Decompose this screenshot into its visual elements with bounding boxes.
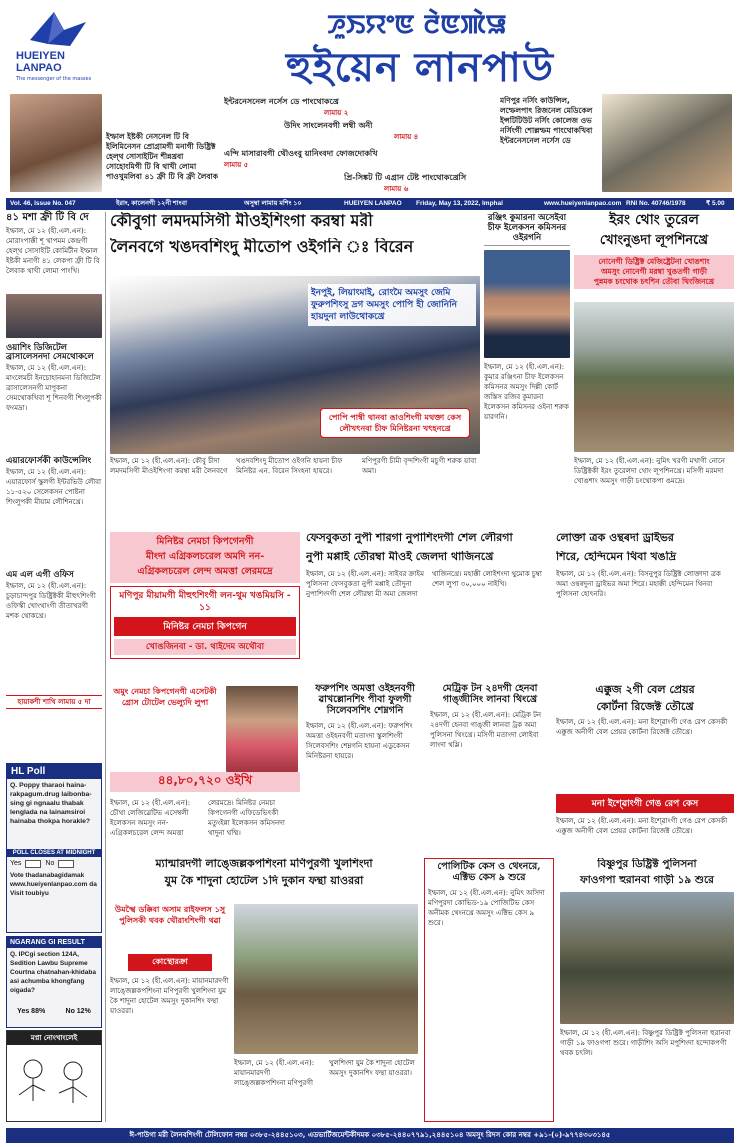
teaser-strip [0, 92, 740, 196]
covid-body: ইম্ফাল, মে ১২ (হী.এল.এন): নুমিৎ অসিদা মণিপুরদা কোভিড-১৯ পোজিটিভ কেস অনীমক থেংনখ্রে অমসুং এক্টিভ কেস ৯ শুরে। [428, 888, 545, 927]
bail-body: ইম্ফাল, মে ১২ (হী.এল.এন): মনা ইশ্ৱোংগী গেঙ রেপ কেসকী এক্কুজ অনীগী বেল প্রেয়র কোর্টনা রিজেক্ট তৌখ্রে। [556, 718, 728, 737]
poll-result-yes: Yes 88% [17, 1008, 46, 1015]
myanmar-tag: কোম্থোরক্রা [128, 954, 212, 971]
teaser-left-text: ইম্ফাল ইষ্টকী নেসনেল টি বি ইলিমিনেসন প্রোগ্রামগী মনাগী ডিষ্ট্রিক্ট হেল্থ সোসাইটিন শীন্নখ্রবা সোহোংমিগী টি বি থাখী লোমা পাওখুমলিবা ৪১ ফ্রী টি বি ফ্রী লৈবাক [106, 132, 218, 181]
minister-panel [110, 586, 300, 659]
myanmar-story [110, 858, 418, 1122]
bail-body-2: ইম্ফাল, মে ১২ (হী.এল.এন): মনা ইশ্ৱোংগী গেঙ রেপ কেসকী এক্কুজ অনীগী বেল প্রেয়র কোর্টনা রিজেক্ট তৌখ্রে। [556, 817, 728, 836]
main-headline-1: কৌবুগা লমদমসিগী মীওইশিংগা করম্বা মরী [110, 212, 373, 230]
hl-poll-yes-box[interactable] [25, 860, 41, 868]
page-count: অসুম্বা লামায় মশিং ১০ [244, 200, 302, 207]
minister-amount: ৪৪,৮০,৭২০ ওইখি [110, 772, 300, 792]
date: Friday, May 13, 2022, Imphal [416, 200, 503, 207]
left-lead-body: ইম্ফাল, মে ১২ (হী.এল.এন): মোরাংপাক্কী শূ থাপমম কেন্দ্রগী হেল্থ সোসাইটি কোমিটীন ইম্ফাল ইষ্টকী মনাগী ৪১ লেকপা ফ্রী টি বি লৈবাক থাখী লোমা পাংখি। [6, 226, 100, 275]
bishnupur-story [560, 858, 734, 1122]
myanmar-body-2: ইম্ফাল, মে ১২ (হী.এল.এন): মায়ানমারদগী লাঙ্জেল্লকপশিংনা মণিপুরগী খুলশিংদা যুম কৈ শাদুনা হোটেল অমসুং দুকানশিং ফন্থা য়াওররা। [234, 1059, 415, 1087]
hl-poll-title: HL Poll [7, 764, 101, 779]
facebook-headline-2: নুপী মপ্পাই তৌরম্বা মীওই জেলদা থাজিনখ্রে [306, 550, 494, 563]
dateline-bar [6, 198, 734, 210]
bishnupur-headline-2: ফাওগপা হুরানবা গাড়ী ১৯ শুরে [580, 874, 714, 887]
river-headline-2: খোংনুঙদা লূপশিনখ্রে [599, 233, 709, 249]
myanmar-body: ইম্ফাল, মে ১২ (হী.এল.এন): মায়ানমারদগী লাঙ্জেল্লকপশিংনা মণিপুরগী খুলশিংদা যুম কৈ শাদুনা হোটেল অমসুং দুকানশিং ফন্থা য়াওররা। [110, 977, 229, 1015]
hl-poll-vote-link[interactable]: Vote thadanabagidamak www.hueiyenlanpao.com da Visit toubiyu [10, 872, 97, 897]
left-sub1-headline: ওয়াশিং ডিজিটেল ব্রাসালেসনদা সেমথোকলে [6, 342, 94, 363]
hl-poll [6, 763, 102, 933]
minister-photo [226, 686, 298, 772]
teaser-item[interactable]: উদিং সাংলেনবগী লম্বী অনী লামায় ৪ [284, 121, 419, 141]
poll-result-no: No 12% [65, 1008, 91, 1015]
teaser-item[interactable]: প্রি-সিঙ্কট টি এগ্রান টেষ্ট পাংথোকখ্রেসি লামায় ৬ [344, 173, 467, 193]
hl-poll-question: Q. Poppy tharaoi haina-rakpagum.drug laibonba-sing gi ngnaalu thabak lenglada na lainamsiroi hainaba thokpa horakle? [10, 782, 92, 825]
minister-body: ইম্ফাল, মে ১২ (হী.এল.এন): চৌথা লেজিস্লেটিভ এসেম্বলী ইলেকসন অমসুং নন-এগ্রিকলচরেল লেন্দ অমত্তা লেরমদ্রে। মিনিষ্টর নেমচা কিপগেনগী এফিডেভিৎকী মতুংইন্না ইলেকসন কমিসনদা থাদুনা থম্মি। [110, 799, 285, 837]
left-sub3-body: ইম্ফাল, মে ১২ (হী.এল.এন): চুড়াচান্দপুর ডিষ্ট্রিক্টকী মীহুৎশিংগী ওফিস্কী খোংথাংগী তীতাখরগী মশক থোকখ্রে। [6, 581, 96, 620]
lokta-headline-1: লোক্তা ত্রক ওন্থৰদা ড্রাইভর [556, 532, 674, 544]
minister-box [110, 532, 300, 852]
bail-headline-2: কোর্টনা রিজেক্ট তৌখ্রে [596, 699, 694, 713]
main-side-caption: পোপি পাম্বী থানবা ঙাওশিংগী মথক্তা কেস লৌখৎনবা চীফ মিনিষ্টরনা খৎহনখ্রে [320, 408, 470, 438]
masthead-title-meetei: ꯍꯨꯏꯌꯦꯟ ꯂꯥꯟꯄꯥꯎ [327, 10, 507, 40]
lokta-body: ইম্ফাল, মে ১২ (হী.এল.এন): বিসনুপুর ডিষ্ট্রিক্ট লোক্তাদা ত্রক অমা ওন্থৰদুনা ড্রাইভর অমা শিরে। মহাক্কী হেন্দিমেন থিনবা পুলিসনা হোৎনরি। [556, 570, 721, 599]
pharmacy-body: ইম্ফাল, মে ১২ (হী.এল.এন): ফরুপশিং অমত্তা ওইহনবগী মতাংদা স্কুলশিংগী সিলেবসশিং শেম্নগনি হায়না এডুকেসন মিনিষ্টরনা হায়রে। [306, 721, 413, 760]
minister-profile-text: অমুং নেমচা কিপগেনগী এসেটকী গ্রোস টোটেল ভেল্যুদি লুপা [113, 687, 217, 707]
hl-poll-no-box[interactable] [58, 860, 74, 868]
website: www.hueiyenlanpao.com [544, 200, 622, 207]
bail-story [556, 684, 734, 854]
lokta-headline-2: শিরে, হেন্দিমেন থিবা খঙদ্রি [556, 550, 677, 563]
footer-contact: ঈ-পাউগা মরী লৈনবশিংগী টেলিফোন নম্বর ০৩৮৫-২৪৪৫১০৩, এডভার্টিজমেন্টকীদমক ০৩৮৫-২৪৪০৭৭৯১,২৪৪৫১০৪ অমসুং রিদস কোর নম্বর +৯১-(০)-৯৭৭৪৩০৩১৪৫ [129, 1131, 611, 1139]
pharmacy-headline-1: ফরুপশিং অমত্তা ওইহনবগী [315, 683, 415, 694]
bail-tag: মনা ইশ্ৱোংগী গেঙ রেপ কেস [556, 794, 734, 813]
left-sub1-body: ইম্ফাল, মে ১২ (হী.এল.এন): মাংলেমচী ইনচোহানমনা ডিজিটেল ব্রাসালেসনগী মাপুকনা সেমথোকখিবা শূ শিনবগী শিংলুপকী ফংমদ্রা। [6, 364, 102, 413]
poll-result-question: Q. IPCgi section 124A, Sedition Lawbu Supreme Courtna chatnahan-khidaba asi achumba khongfang oigada? [10, 951, 96, 994]
main-photo-caption: ইনপুই, লিয়াংমাই, রোংমৈ অমসুং জেমি ফুরুপশিংসু দ্রগ অমসুং পোপি হী জোনিনি হায়দুনা লাউথোকখ্রে [308, 284, 476, 326]
facebook-story [306, 532, 550, 682]
poll-result-values [7, 1008, 101, 1015]
pharmacy-headline-2: ৱাখল্লোনশিং পীবা ফুলগী [318, 693, 412, 705]
main-headline-2: লৈনবগে খঙদবশিংদু মীতোপ ওইগনি ঃ বিরেন [110, 238, 414, 257]
facebook-body: ইম্ফাল, মে ১২ (হী.এল.এন): সাইবর ক্রাইম পুলিসনা ফেসবুকতা নুপী মপ্পাই তৌদুনা নুপাশিংদগী শেল লৌরম্বা মী অমা জেলদা থাজিনখ্রে। মহাক্কী লোইশংদা থুমোক চুম্বা শেল লুপা ৩০,০০০ নাইখি। [306, 570, 542, 599]
hl-poll-yes[interactable]: Yes [10, 860, 22, 867]
teaser-item[interactable]: ইন্টরনেসনেল নর্সেস ডে পাংথোকখ্রে লামায় ২ [224, 97, 349, 117]
main-story [110, 212, 480, 530]
price: ₹ 5.00 [706, 200, 725, 207]
bishnupur-photo [560, 892, 734, 1024]
bishnupur-headline-1: বিষ্ণুপুর ডিষ্ট্রিক্ট পুলিসনা [597, 858, 697, 870]
lokta-story [556, 532, 734, 682]
logo [16, 10, 94, 84]
main-story-body: ইম্ফাল, মে ১২ (হী.এল.এন): কৌবু চীদা লমদমসিগী মীওইশিংগা করম্বা মরী লৈনবগে খঙদবশিংদু মীতোপ ওইগনি হায়না চীফ মিনিষ্টর এন. বিরেন সিংহনা হায়রে। মণিপুরগী চীমী বৃন্দশিংগী মচুগী শরুক য়াবা অমা। [110, 457, 477, 475]
pharmacy-story [306, 684, 424, 854]
covid-headline-2: এক্টিভ কেস ৯ শুরে [452, 871, 526, 883]
teaser-photo-right [602, 94, 732, 192]
election-photo [484, 250, 570, 358]
left-sub2-headline: এয়ারফোর্সকী কাউন্সেলিং [6, 456, 92, 467]
column-divider [105, 212, 106, 1122]
teaser-item[interactable]: এন্দি মাসারাবগী থৌওংবু য়ানিংবদা ফোজদোকখি লামায় ৫ [224, 149, 378, 169]
covid-box [424, 858, 554, 1122]
left-sub2-body: ইম্ফাল, মে ১২ (হী.এল.এন): এয়ারফোর্স স্কুলগী ইন্টরভিউ লৌবা ১১-৫২০ সেলেকসন পোষ্টনা শিংলুপকী মীয়াম লৌশিনখ্রে। [6, 467, 102, 506]
teaser-photo-left [10, 94, 102, 192]
poll-result [6, 936, 102, 1028]
left-continued[interactable]: হায়াকশী শাখি লামায় ৫ দা [6, 695, 102, 709]
rni-number: RNI No. 40746/1978 [626, 200, 686, 207]
paper-name: HUEIYEN LANPAO [344, 200, 402, 207]
myanmar-headline-2: যুম কৈ শাদুনা হোটেল ১দি দুকান ফন্থা য়াওররা [164, 874, 364, 887]
teaser-right-text: মণিপুর নর্সিং কাউন্সিল, লম্ফেলপাৎ রিজনেল মেডিকেল ইন্সটিটিউট নর্সিং কোলেজ ওভ নর্সিংগী শোল্লম্ফম পাংথোকখিবা ইন্টরনেসনেল নর্সেস ডে [500, 96, 593, 145]
minister-panel-3: খোঙজিনবা - ডা. থাইদেম অথৌবা [114, 639, 296, 655]
logo-text: HUEIYEN LANPAO [16, 50, 65, 74]
myanmar-headline-1: ম্যান্মারদগী লাঙ্জেল্লকপশিংনা মণিপুরগী খুলশিংদা [155, 858, 373, 870]
facebook-headline-1: ফেসবুকতা নুপী শারগা নুপাশিংদগী শেল লৌরগা [306, 532, 513, 544]
river-body: ইম্ফাল, মে ১২ (হী.এল.এন): নুমিৎ খরগী মখাগী নোনে ডিষ্ট্রিক্টকী ইরং তুরেলদা থোং লূপশিনখ্রে। মসিগী মরমদা খোঙশাং অমসুং গাড়ী চংথোকপা ঙমদ্রে। [574, 457, 725, 485]
election-headline: রঞ্জিৎ কুমারনা অসেইবা চীফ ইলেকসন কমিসনর ওইরগনি [484, 214, 570, 246]
volume-issue: Vol. 46, Issue No. 047 [10, 200, 76, 207]
hl-poll-options [7, 857, 101, 871]
left-sub3-headline: এম এল এগী ওফিস [6, 569, 74, 580]
bishnupur-body: ইম্ফাল, মে ১২ (হী.এল.এন): বিষ্ণুপুর ডিষ্ট্রিক্ট পুলিসনা হুরানবা গাড়ী ১৯ ফাওগপা শুরে। গাড়ীশিং অসি মপুশিংদা হন্দোকপগী থবক চৎলি। [560, 1029, 731, 1058]
bail-headline-1: এক্কুজ ২গী বেল প্রেয়র [595, 683, 695, 696]
minister-panel-1: মণিপুর মীয়ামগী মীহুৎশিংগী লন-থুম খঙমিয়সি - ১১ [119, 591, 291, 613]
footer-bar [6, 1128, 734, 1143]
meitei-date: ইরাং, কালেনগী ১২নী শাংবা [116, 200, 187, 207]
hl-poll-no[interactable]: No [45, 860, 55, 867]
election-body: ইম্ফাল, মে ১২ (হী.এল.এন): কুমার রঞ্জিৎনা চীফ ইলেকসন কমিসনর অমসুং দিল্লী কোর্ট জস্তিস রজিব কুমারনা ইলেকসন কমিসনর ওইনা শরুক য়ারগনি। [484, 363, 569, 422]
left-lead-headline: ৪১ মশা ফ্রী টি বি দে [6, 212, 89, 223]
matric-headline-2: গাঙ্জীসিং লানবা থিংখ্রে [442, 693, 538, 705]
myanmar-photo [234, 904, 418, 1054]
river-subhead-box: নোনেগী ডিষ্ট্রিক্ট মেজিষ্ট্রেটনা খোঙশাং অমসুং নোনেগী মরম্বা খুঙতগী গাড়ী পুন্নমক চংথোক চৎশিন তৌবা থিংজিনখ্রে [574, 255, 734, 289]
river-photo [574, 302, 734, 452]
pharmacy-headline-3: সিলেবসশিং শেম্নগনি [326, 704, 404, 716]
left-lead-photo [6, 294, 102, 338]
hl-poll-close-label: POLL CLOSES AT MIDNIGHT [7, 849, 101, 857]
minister-headline-box: মিনিষ্টর নেমচা কিপগেনগী মীংদা এগ্রিকলচরেল অমদি নন- এগ্রিকলচরেল লেন্দ অমত্তা লেরমদ্রে [110, 532, 300, 583]
cartoon-box [6, 1030, 102, 1122]
cartoon-title: মপ্না নোংখাংলেই [7, 1031, 101, 1045]
river-headline-1: ইরং থোং তুরেল [609, 212, 699, 228]
masthead [0, 0, 740, 92]
myanmar-sub: উমস্খৈ ডক্কিবা অসাম রাইফলস ১সু পুলিসকী থবক থৌরাংশিংগী থৱা [114, 905, 226, 925]
election-box [484, 214, 570, 530]
masthead-title: হুইয়েন লানপাউ [286, 44, 554, 91]
matric-headline-1: মেট্রিক টন ২৪দগী হেনবা [442, 683, 538, 694]
matric-story [430, 684, 550, 854]
logo-tagline: The messenger of the masses [16, 76, 92, 82]
minister-panel-2: মিনিষ্টর নেমচা কিপগেন [114, 617, 296, 636]
covid-headline-1: পোলিটিক কেস ও থেংনরে, [437, 861, 541, 872]
poll-result-title: NGARANG GI RESULT [7, 937, 101, 948]
minister-profile [110, 686, 300, 794]
matric-body: ইম্ফাল, মে ১২ (হী.এল.এন): মেট্রিক টন ২৪দগী হেনবা গাঙ্জী লানবা ট্রক অমা পুলিসনা থিংখ্রে। মসিগী মতাংদা লোইবা লাংদা থম্লি। [430, 710, 542, 749]
cartoon-drawing [11, 1049, 97, 1117]
teaser-mid [224, 96, 494, 192]
